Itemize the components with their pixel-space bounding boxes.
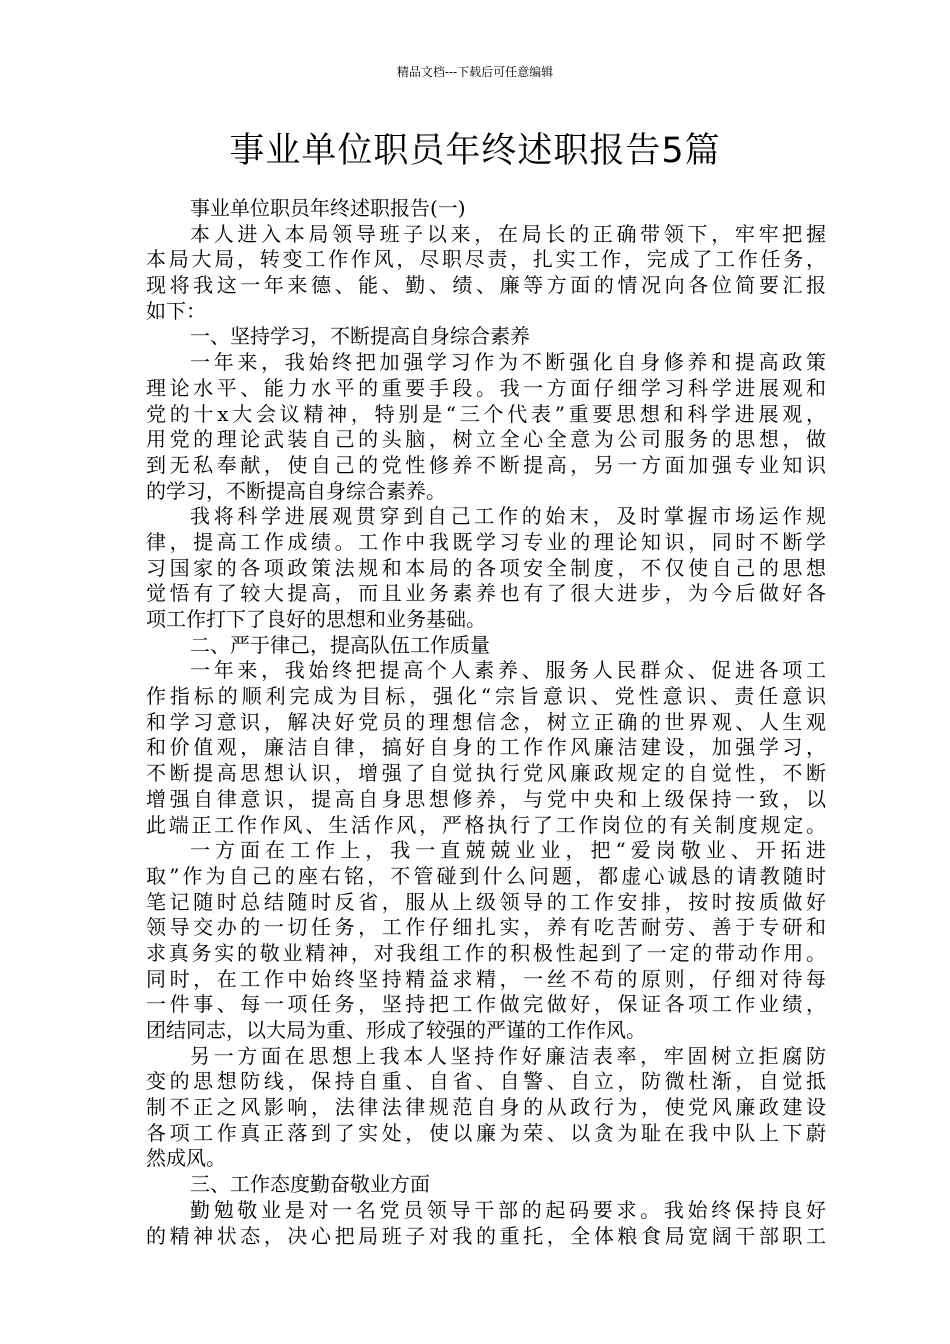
text-line: 一年来，我始终把加强学习作为不断强化自身修养和提高政策 [190, 350, 826, 375]
text-line: 不断提高思想认识，增强了自觉执行党风廉政规定的自觉性，不断 [146, 761, 826, 786]
text-line: 然成风。 [146, 1146, 226, 1171]
text-line: 到无私奉献，使自己的党性修养不断提高，另一方面加强专业知识 [146, 452, 826, 477]
text-line: 一、坚持学习，不断提高自身综合素养 [190, 324, 530, 349]
text-line: 本局大局，转变工作作风，尽职尽责，扎实工作，完成了工作任务， [146, 247, 826, 272]
text-line: 取”作为自己的座右铭，不管碰到什么问题，都虚心诚恳的请教随时 [146, 863, 826, 888]
text-line: 三、工作态度勤奋敬业方面 [190, 1172, 430, 1197]
text-line: 用党的理论武装自己的头脑，树立全心全意为公司服务的思想，做 [146, 427, 826, 452]
text-line: 我将科学进展观贯穿到自己工作的始末，及时掌握市场运作规 [190, 504, 826, 529]
text-line: 律，提高工作成绩。工作中我既学习专业的理论知识，同时不断学 [146, 529, 826, 554]
text-line: 笔记随时总结随时反省，服从上级领导的工作安排，按时按质做好 [146, 889, 826, 914]
text-line: 同时，在工作中始终坚持精益求精，一丝不苟的原则，仔细对待每 [146, 966, 826, 991]
text-line: 制不正之风影响，法律法律规范自身的从政行为，使党风廉政建设 [146, 1095, 826, 1120]
text-line: 项工作打下了良好的思想和业务基础。 [146, 607, 486, 631]
text-line: 各项工作真正落到了实处，使以廉为荣、以贪为耻在我中队上下蔚 [146, 1120, 826, 1145]
text-line: 勤勉敬业是对一名党员领导干部的起码要求。我始终保持良好 [190, 1197, 826, 1222]
text-line: 的精神状态，决心把局班子对我的重托，全体粮食局宽阔干部职工 [146, 1223, 826, 1248]
text-line: 觉悟有了较大提高，而且业务素养也有了很大进步，为今后做好各 [146, 581, 826, 606]
document-title: 事业单位职员年终述职报告5篇 [229, 131, 721, 171]
text-line: 和学习意识，解决好党员的理想信念，树立正确的世界观、人生观 [146, 709, 826, 734]
text-line: 一件事、每一项任务，坚持把工作做完做好，保证各项工作业绩， [146, 992, 826, 1017]
text-line: 求真务实的敬业精神，对我组工作的积极性起到了一定的带动作用。 [146, 940, 826, 965]
text-line: 一方面在工作上，我一直兢兢业业，把“爱岗敬业、开拓进 [190, 838, 826, 863]
text-line: 如下： [146, 298, 206, 323]
text-line: 二、严于律己，提高队伍工作质量 [190, 632, 490, 657]
text-line: 和价值观，廉洁自律，搞好自身的工作作风廉洁建设，加强学习， [146, 735, 826, 760]
text-line: 领导交办的一切任务，工作仔细扎实，养有吃苦耐劳、善于专研和 [146, 915, 826, 940]
text-line: 一年来，我始终把提高个人素养、服务人民群众、促进各项工 [190, 658, 826, 683]
text-line: 团结同志，以大局为重、形成了较强的严谨的工作作风。 [146, 1018, 646, 1042]
text-line: 本人进入本局领导班子以来，在局长的正确带领下，牢牢把握 [190, 221, 826, 246]
text-line: 党的十x大会议精神，特别是“三个代表”重要思想和科学进展观， [146, 401, 826, 426]
text-line: 另一方面在思想上我本人坚持作好廉洁表率，牢固树立拒腐防 [190, 1043, 826, 1068]
text-line: 理论水平、能力水平的重要手段。我一方面仔细学习科学进展观和 [146, 375, 826, 400]
text-line: 增强自律意识，提高自身思想修养，与党中央和上级保持一致，以 [146, 786, 826, 811]
text-line: 事业单位职员年终述职报告(一) [190, 196, 466, 220]
header-note: 精品文档---下载后可任意编辑 [396, 65, 554, 79]
text-line: 作指标的顺利完成为目标，强化“宗旨意识、党性意识、责任意识 [146, 684, 826, 709]
document-body [146, 196, 826, 1249]
text-line: 现将我这一年来德、能、勤、绩、廉等方面的情况向各位简要汇报 [146, 273, 826, 298]
text-line: 此端正工作作风、生活作风，严格执行了工作岗位的有关制度规定。 [146, 812, 826, 837]
text-line: 变的思想防线，保持自重、自省、自警、自立，防微杜渐，自觉抵 [146, 1069, 826, 1094]
text-line: 的学习，不断提高自身综合素养。 [146, 478, 446, 503]
text-line: 习国家的各项政策法规和本局的各项安全制度，不仅使自己的思想 [146, 555, 826, 580]
